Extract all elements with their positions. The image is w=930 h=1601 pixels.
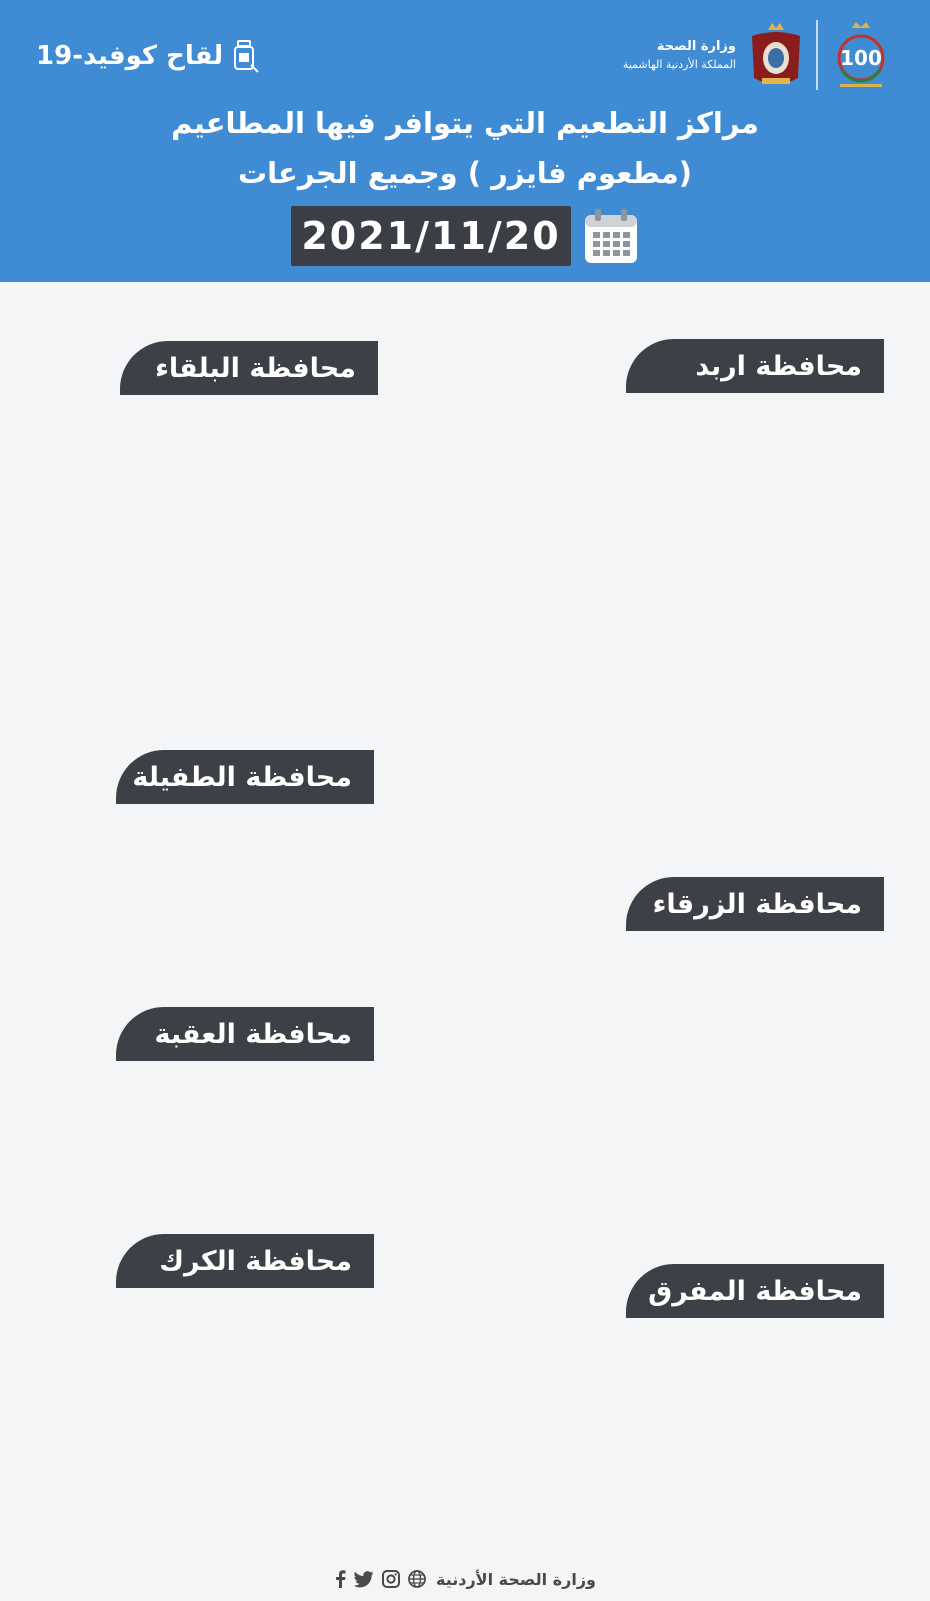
governorate-title-irbid: محافظة اربد [626, 339, 884, 393]
kingdom-name: المملكة الأردنية الهاشمية [622, 58, 736, 71]
twitter-icon[interactable] [354, 1571, 374, 1588]
governorate-title-aqaba: محافظة العقبة [116, 1007, 374, 1061]
vaccine-label: لقاح كوفيد-19 [36, 41, 224, 71]
date-badge: 2021/11/20 [291, 206, 570, 266]
governorate-title-zarqa: محافظة الزرقاء [626, 877, 884, 931]
governorate-title-tafila: محافظة الطفيلة [116, 750, 374, 804]
governorate-title-mafraq: محافظة المفرق [626, 1264, 884, 1318]
vaccine-tag [36, 36, 259, 76]
title-line-2: (مطعوم فايزر ) وجميع الجرعات [237, 156, 693, 190]
centennial-100-logo-icon [830, 18, 892, 92]
date-row [0, 206, 930, 266]
globe-icon[interactable] [408, 1570, 426, 1588]
logo-divider [816, 20, 818, 90]
footer [0, 1566, 930, 1592]
instagram-icon[interactable] [382, 1570, 400, 1588]
main-title [0, 98, 930, 198]
svg-text:100: 100 [840, 46, 882, 70]
title-line-1: مراكز التطعيم التي يتوافر فيها المطاعيم [171, 106, 759, 140]
governorate-title-balqa: محافظة البلقاء [120, 341, 378, 395]
governorate-title-karak: محافظة الكرك [116, 1234, 374, 1288]
social-icons [334, 1570, 426, 1588]
ministry-branding [623, 16, 892, 94]
ministry-name: وزارة الصحة [656, 39, 736, 54]
calendar-icon [583, 207, 639, 265]
coat-of-arms-icon [748, 20, 804, 90]
ministry-text [623, 39, 736, 71]
facebook-icon[interactable] [334, 1570, 346, 1588]
vaccine-vial-icon [231, 39, 259, 73]
header-banner [0, 0, 930, 282]
footer-label: وزارة الصحة الأردنية [436, 1569, 596, 1589]
